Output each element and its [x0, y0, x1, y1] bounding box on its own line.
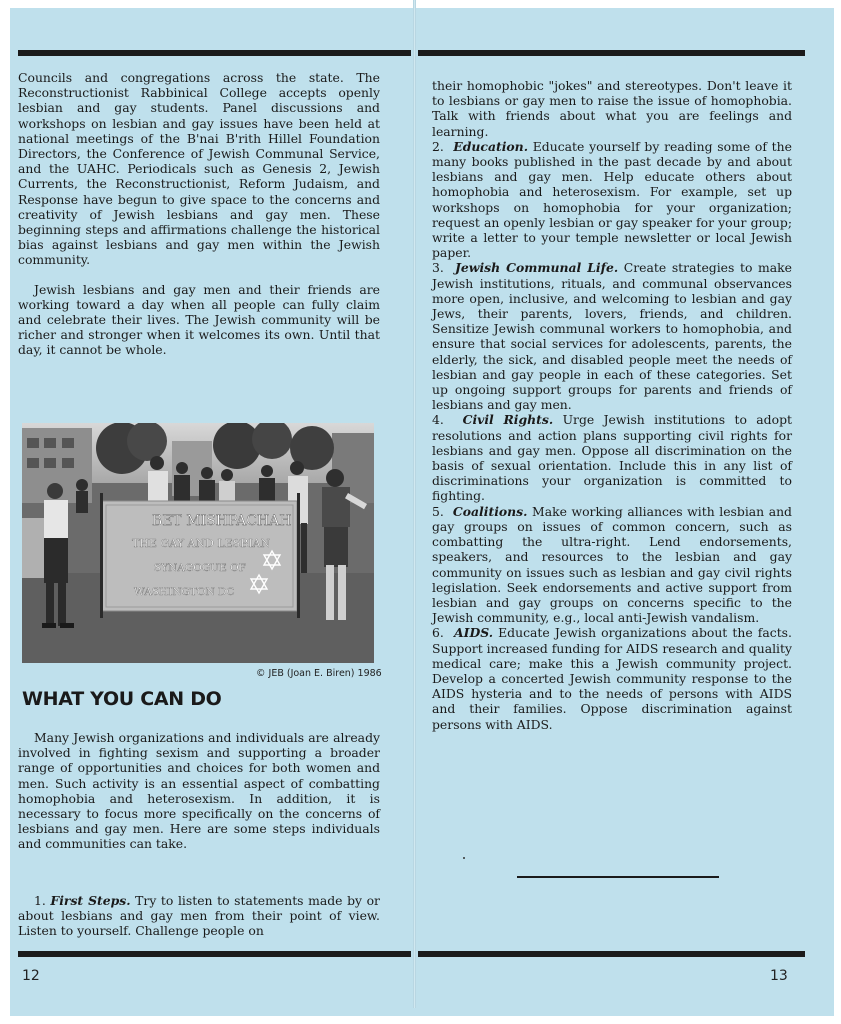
intro-paragraph: Councils and congregations across the state. The Reconstructionist Rabbinical College accepts openly lesbian and gay students. Panel discussions and workshops on lesbian and gay issues have been held at national meetings of the B'nai B'rith Hillel Foundation Directors, the Conference of Jewish Communal Service, and the UAHC. Periodicals such as Genesis 2, Jewish Currents, the Reconstructionist, Reform Judaism, and Response have begun to give space to the concerns and creativity of Jewish lesbians and gay men. These beginning steps and affirmations challenge the historical bias against lesbians and gay men within the Jewish community. [18, 70, 380, 268]
section-heading: WHAT YOU CAN DO [22, 688, 222, 710]
banner-line-3: SYNAGOGUE OF [154, 562, 247, 574]
second-paragraph: Jewish lesbians and gay men and their friends are working toward a day when all people can fully claim and celebrate their lives. The Jewish community will be richer and stronger when it welcomes its own. Until that day, it cannot be whole. [18, 281, 380, 358]
right-column [432, 78, 792, 732]
page-number-right: 13 [770, 968, 788, 984]
item-3 [432, 260, 792, 412]
item-2-number: 2. [432, 138, 444, 154]
item-2 [432, 139, 792, 261]
item-1 [18, 893, 380, 939]
item-3-number: 3. [432, 260, 444, 276]
banner-line-2: THE GAY AND LESBIAN [132, 537, 271, 550]
banner-line-4: WASHINGTON DC [134, 586, 235, 598]
photo-credit: © JEB (Joan E. Biren) 1986 [256, 668, 382, 679]
end-rule [517, 876, 719, 878]
item-4 [432, 412, 792, 503]
item-5-title: Coalitions. [452, 503, 528, 519]
item-4-text: Urge Jewish institutions to adopt resolutions and action plans supporting civil rights for lesbians and gay men. Oppose all discrimination on the basis of sexual orientation. Include this in any list of discriminations your organization is committed to fighting. [432, 412, 792, 504]
item-6-number: 6. [432, 625, 444, 641]
left-column-top [18, 70, 380, 358]
march-photo [22, 423, 374, 663]
item-5-text: Make working alliances with lesbian and gay groups on issues of common concern, such as combatting the ultra-right. Lend endorsements, speakers, and resources to the lesbian and gay community on issues such as lesbian and gay civil rights legislation. Seek endorsements and active support from lesbian and gay groups on concerns specific to the Jewish community, e.g., local anti-Jewish vandalism. [432, 503, 792, 626]
bottom-rule-right [418, 951, 805, 957]
item-5 [432, 504, 792, 626]
item-6-text: Educate Jewish organizations about the facts. Support increased funding for AIDS research and quality medical care; make this a Jewish community project. Develop a concerted Jewish community response to the AIDS hysteria and to the needs of persons with AIDS and their families. Oppose discrimination against persons with AIDS. [432, 625, 792, 732]
left-column-bottom [18, 730, 380, 852]
item-6-title: AIDS. [454, 625, 494, 641]
what-paragraph: Many Jewish organizations and individuals are already involved in fighting sexism and supporting a broader range of opportunities and choices for both women and men. Such activity is an essential aspect of combatting homophobia and heterosexism. In addition, it is necessary to focus more specifically on the concerns of lesbians and gay men. Here are some steps individuals and communities can take. [18, 730, 380, 852]
item-5-number: 5. [432, 503, 444, 519]
item-2-text: Educate yourself by reading some of the many books published in the past decade by and about lesbians and gay men. Help educate others about homophobia and heterosexism. For example, set up workshops on homophobia for your organization; request an openly lesbian or gay speaker for your group; write a letter to your temple newsletter or local Jewish paper. [432, 138, 792, 261]
item-3-title: Jewish Communal Life. [455, 260, 619, 276]
top-rule-right [418, 50, 805, 56]
item-1-title: First Steps. [50, 893, 131, 908]
stray-dot [463, 857, 465, 859]
bottom-rule-left [18, 951, 411, 957]
item-1-continued: their homophobic "jokes" and stereotypes. Don't leave it to lesbians or gay men to raise the issue of homophobia. Talk with friends about what you are feelings and learning. [432, 78, 792, 139]
item-1-number: 1. [34, 893, 46, 908]
top-rule-left [18, 50, 411, 56]
item-2-title: Education. [453, 138, 529, 154]
page-fold [413, 0, 416, 1008]
banner-line-1: BET MISHPACHAH [152, 513, 292, 529]
item-6 [432, 625, 792, 731]
item-4-number: 4. [432, 412, 444, 428]
item-4-title: Civil Rights. [462, 412, 554, 428]
item-1-text: Try to listen to statements made by or about lesbians and gay men from their point of view. Listen to yourself. Challenge people on [18, 893, 380, 939]
item-3-text: Create strategies to make Jewish institutions, rituals, and communal observances more open, inclusive, and welcoming to lesbian and gay Jews, their parents, lovers, friends, and children. Sensitize Jewish communal workers to homophobia, and ensure that social services for adolescents, parents, the elderly, the sick, and disabled people meet the needs of lesbian and gay people in each of these categories. Set up ongoing support groups for parents and friends of lesbians and gay men. [432, 260, 792, 413]
page-number-left: 12 [22, 968, 40, 984]
